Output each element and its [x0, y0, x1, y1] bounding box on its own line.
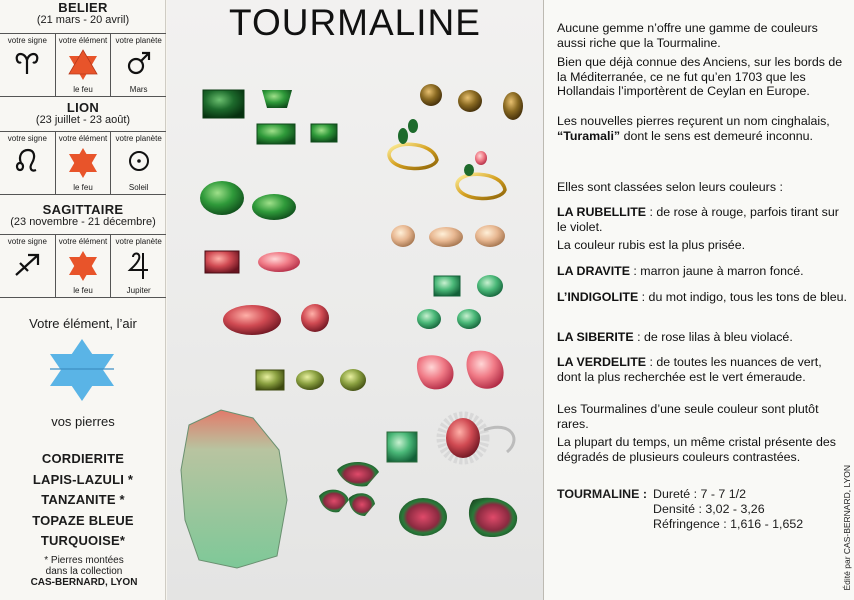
planet-name: Mars [129, 85, 148, 94]
stone-item: LAPIS-LAZULI * [32, 471, 134, 487]
siberite-name: LA SIBERITE [557, 330, 634, 344]
refringence-value: Réfringence : 1,616 - 1,652 [653, 517, 804, 531]
gold-ring [389, 144, 437, 168]
astrology-column [0, 0, 166, 600]
history-paragraph: Bien que déjà connue des Anciens, sur les bords de la Méditerranée, ce ne fut qu’en 1703 que les Hollandais l’importèrent de Ceylan en Europe. [557, 55, 843, 98]
sign-dates: (23 juillet - 23 août) [35, 114, 131, 126]
stones-list [0, 449, 166, 552]
verdelite-name: LA VERDELITE [557, 355, 647, 369]
cell-header: votre élément [58, 237, 108, 246]
peach-gem [475, 225, 505, 247]
sign-block-lion [0, 101, 166, 126]
stone-item: TURQUOISE* [40, 533, 126, 548]
turamali-word: “Turamali” [557, 128, 621, 143]
olive-gem [256, 370, 284, 390]
brown-gem [458, 90, 482, 112]
siberite-desc: : de rose lilas à bleu violacé. [633, 330, 793, 344]
stone-item: TANZANITE * [41, 492, 125, 507]
mars-icon [124, 48, 154, 78]
sign-dates: (23 novembre - 21 décembre) [10, 216, 156, 228]
siberite-entry [557, 330, 847, 345]
green-baguette-gem [257, 124, 295, 144]
green-emerald-cut-gem [203, 90, 244, 118]
properties-label: TOURMALINE : [557, 487, 647, 501]
cell-header: votre signe [7, 237, 47, 246]
olive-gem [296, 370, 324, 390]
cell-header: votre planète [115, 134, 162, 143]
sign-name: SAGITTAIRE [42, 202, 124, 217]
footnote-line: * Pierres montées [44, 555, 124, 566]
cell-header: votre planète [115, 237, 162, 246]
brown-gem [503, 92, 523, 120]
watermelon-tourmaline-cabochon [399, 498, 447, 536]
rubellite-ring-gem [446, 418, 480, 458]
footnote-collection: CAS-BERNARD, LYON [30, 577, 138, 588]
element-cell [56, 34, 112, 96]
sagittarius-icon [12, 249, 42, 279]
name-origin-paragraph [557, 114, 847, 143]
sign-grid-lion [0, 131, 166, 195]
sign-dates: (21 mars - 20 avril) [36, 14, 130, 26]
tourmaline-gems-image [167, 0, 543, 600]
fire-element-icon [67, 48, 99, 82]
photo-title: TOURMALINE [229, 2, 481, 43]
pink-marquise-gem [258, 252, 300, 272]
dravite-entry [557, 264, 847, 279]
sign-name: BELIER [58, 0, 108, 15]
planet-cell [111, 235, 166, 297]
sign-cell [0, 132, 56, 194]
element-cell [56, 132, 112, 194]
intro-paragraph: Aucune gemme n’offre une gamme de couleurs aussi riche que la Tourmaline. [557, 21, 818, 50]
watermelon-tourmaline-slice [319, 490, 349, 513]
air-element-heading: Votre élément, l’air [29, 316, 137, 331]
jupiter-icon [124, 249, 154, 281]
sign-grid-belier [0, 33, 166, 97]
element-name: le feu [73, 286, 93, 295]
planet-name: Soleil [128, 183, 149, 192]
stone-item: TOPAZE BLEUE [32, 512, 134, 528]
pink-cushion-gem [467, 351, 504, 389]
watermelon-tourmaline-cabochon [469, 498, 517, 537]
gold-ring [457, 174, 505, 198]
mint-gem [457, 309, 481, 329]
raw-tourmaline-crystal [181, 410, 287, 568]
brown-gem [420, 84, 442, 106]
red-cabochon-gem [223, 305, 281, 335]
red-emerald-cut-gem [205, 251, 239, 273]
rubellite-entry [557, 205, 847, 234]
sign-block-sagittaire [0, 203, 166, 228]
peach-gem [429, 227, 463, 247]
sign-block-belier [0, 0, 166, 26]
gem-photograph [167, 0, 543, 600]
indigolite-name: L’INDIGOLITE [557, 290, 639, 304]
green-ring-gem [408, 119, 418, 133]
densite-value: Densité : 3,02 - 3,26 [653, 502, 765, 516]
planet-cell [111, 132, 166, 194]
footnote-line: dans la collection [45, 566, 123, 577]
sun-icon [124, 146, 154, 176]
name-origin-text: dont le sens est demeuré inconnu. [620, 128, 813, 143]
green-ring-gem [464, 164, 474, 176]
single-color-paragraph: Les Tourmalines d’une seule couleur sont plutôt rares. [557, 402, 819, 431]
peach-gem [391, 225, 415, 247]
description-panel [543, 0, 854, 600]
cell-header: votre signe [7, 134, 47, 143]
aries-icon [12, 48, 42, 78]
indigolite-entry [557, 290, 847, 305]
fire-element-icon [67, 146, 99, 180]
watermelon-tourmaline-slice [349, 493, 375, 516]
verdelite-entry [557, 355, 847, 384]
fire-element-icon [67, 249, 99, 283]
sign-cell [0, 34, 56, 96]
publisher-credit: Édité par CAS-BERNARD, LYON [842, 464, 852, 590]
cell-header: votre planète [115, 36, 162, 45]
element-name: le feu [73, 85, 93, 94]
planet-cell [111, 34, 166, 96]
cell-header: votre élément [58, 36, 108, 45]
green-baguette-gem [311, 124, 337, 142]
sign-name: LION [66, 100, 100, 115]
pink-pear-gem [417, 355, 454, 389]
durete-value: Dureté : 7 - 7 1/2 [653, 487, 746, 501]
element-cell [56, 235, 112, 297]
multicolor-paragraph: La plupart du temps, un même cristal présente des dégradés de plusieurs couleurs contrastées. [557, 435, 836, 464]
rubellite-name: LA RUBELLITE [557, 205, 647, 219]
green-cabochon-gem [200, 181, 244, 215]
rubellite-note: La couleur rubis est la plus prisée. [557, 238, 746, 252]
dravite-desc: : marron jaune à marron foncé. [629, 264, 804, 278]
sign-cell [0, 235, 56, 297]
mint-gem [477, 275, 503, 297]
rubellite-desc: : de rose à rouge, parfois tirant sur le violet. [557, 205, 839, 234]
green-round-gem [262, 90, 292, 108]
green-cabochon-gem [252, 194, 296, 220]
stones-heading: vos pierres [51, 414, 115, 429]
indigolite-desc: : du mot indigo, tous les tons de bleu. [638, 290, 847, 304]
mint-gem [434, 276, 460, 296]
classification-heading: Elles sont classées selon leurs couleurs : [557, 180, 783, 194]
bicolor-gem [387, 432, 417, 462]
name-origin-text: Les nouvelles pierres reçurent un nom cinghalais, [557, 114, 830, 128]
verdelite-desc: : de toutes les nuances de vert, dont la plus recherchée est le vert émeraude. [557, 355, 822, 384]
pink-ring-gem [475, 151, 487, 165]
leo-icon [12, 146, 42, 176]
cell-header: votre signe [7, 36, 47, 45]
cell-header: votre élément [58, 134, 108, 143]
element-name: le feu [73, 183, 93, 192]
red-cushion-gem [301, 304, 329, 332]
air-star-icon [48, 338, 116, 402]
footnote [14, 555, 154, 588]
sign-grid-sagittaire [0, 234, 166, 298]
stone-item: CORDIERITE [41, 451, 125, 466]
dravite-name: LA DRAVITE [557, 264, 630, 278]
watermelon-tourmaline-slice [337, 462, 379, 487]
green-ring-gem [398, 128, 408, 144]
mint-gem [417, 309, 441, 329]
tourmaline-properties [557, 487, 803, 532]
olive-gem [340, 369, 366, 391]
planet-name: Jupiter [126, 286, 151, 295]
